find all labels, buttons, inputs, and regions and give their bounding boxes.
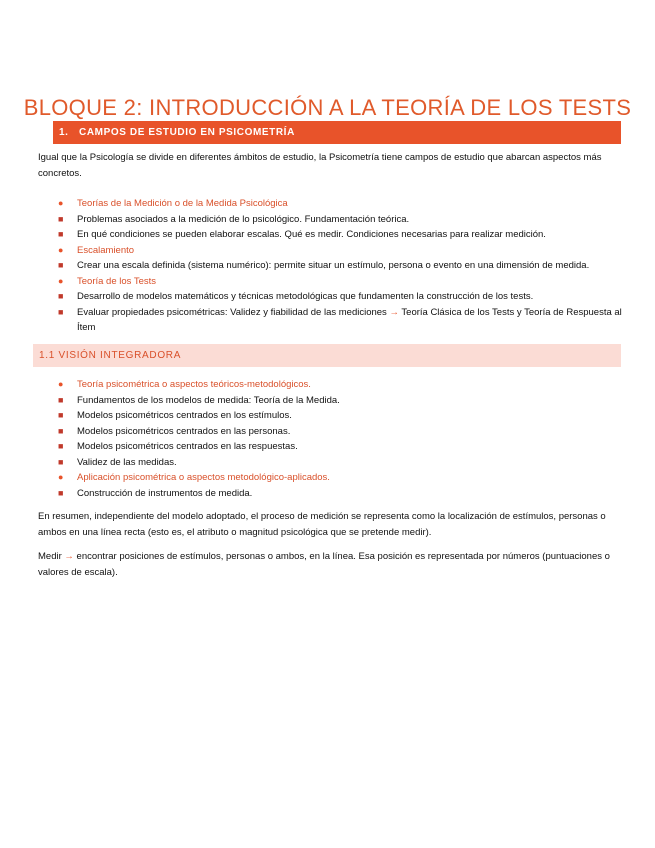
list-item [58, 377, 623, 393]
medir-paragraph [38, 549, 623, 581]
list-item [58, 196, 623, 212]
list-item-text: Fundamentos de los modelos de medida: Teoría de la Medida. [77, 394, 340, 406]
list-item-text: Evaluar propiedades psicométricas: Validez y fiabilidad de las mediciones [77, 306, 387, 318]
list-item [58, 305, 623, 336]
circle-bullet-icon: ● [58, 244, 64, 255]
list-item-text: Teoría de los Tests [77, 275, 157, 287]
section-heading-campos [53, 121, 621, 144]
arrow-right-icon: → [64, 551, 74, 562]
list-item [58, 486, 623, 502]
square-bullet-icon: ■ [58, 394, 64, 405]
list-item-text: Validez de las medidas. [77, 456, 177, 468]
circle-bullet-icon: ● [58, 275, 64, 286]
list-item-text: Aplicación psicométrica o aspectos metodológico-aplicados. [77, 472, 330, 483]
list-item-text: Problemas asociados a la medición de lo psicológico. Fundamentación teórica. [77, 213, 410, 225]
arrow-right-icon: → [389, 306, 399, 318]
list-item [58, 393, 623, 409]
list-item [58, 212, 623, 228]
list-item-text-cont: Teoría Clásica de los Tests y Teoría de Respuesta al Ítem [77, 306, 622, 333]
list-item-text: Teorías de la Medición o de la Medida Psicológica [77, 198, 288, 209]
circle-bullet-icon: ● [58, 379, 64, 389]
list-item [58, 227, 623, 243]
list-item [58, 274, 623, 290]
section-number: 1. [59, 127, 69, 138]
square-bullet-icon: ■ [58, 425, 64, 436]
medir-definition: encontrar posiciones de estímulos, personas o ambos, en la línea. Esa posición es representada por números (puntuaciones o valores de escala). [38, 551, 610, 578]
circle-bullet-icon: ● [58, 472, 64, 482]
intro-paragraph: Igual que la Psicología se divide en diferentes ámbitos de estudio, la Psicometría tiene campos de estudio que abarcan aspectos más concretos. [38, 152, 602, 179]
list-item-text: Desarrollo de modelos matemáticos y técnicas metodológicas que fundamenten la construcción de los tests. [77, 291, 534, 302]
list-item-text: En qué condiciones se pueden elaborar escalas. Qué es medir. Condiciones necesarias para realizar medición. [77, 229, 546, 240]
page-title: BLOQUE 2: INTRODUCCIÓN A LA TEORÍA DE LOS TESTS [23, 94, 632, 120]
summary-paragraph: En resumen, independiente del modelo adoptado, el proceso de medición se representa como la localización de estímulos, personas o ambos en una línea recta (esto es, el atributo o magnitud psicológica que se pretende medir). [38, 511, 606, 538]
section-heading-vision-integradora: 1.1 VISIÓN INTEGRADORA [33, 344, 621, 367]
list-item [58, 439, 623, 455]
list-item [58, 424, 623, 440]
list-item [58, 243, 623, 259]
square-bullet-icon: ■ [58, 487, 64, 498]
list-item [58, 258, 623, 274]
list-item-text: Crear una escala definida (sistema numérico): permite situar un estímulo, persona o evento en una dimensión de medida. [77, 260, 590, 271]
square-bullet-icon: ■ [58, 229, 64, 239]
list-item-text: Modelos psicométricos centrados en las personas. [77, 425, 291, 437]
list-item [58, 455, 623, 471]
list-item-text: Escalamiento [77, 244, 135, 256]
square-bullet-icon: ■ [58, 213, 64, 224]
list-item [58, 470, 623, 486]
integrative-view-list [58, 377, 623, 501]
list-item [58, 289, 623, 305]
square-bullet-icon: ■ [58, 291, 64, 301]
list-item-text: Construcción de instrumentos de medida. [77, 487, 253, 499]
medir-word: Medir [38, 551, 62, 562]
square-bullet-icon: ■ [58, 260, 64, 270]
list-item [58, 408, 623, 424]
circle-bullet-icon: ● [58, 198, 64, 208]
square-bullet-icon: ■ [58, 306, 64, 317]
fields-list [58, 196, 623, 336]
list-item-text: Teoría psicométrica o aspectos teóricos-metodológicos. [77, 379, 311, 390]
square-bullet-icon: ■ [58, 441, 64, 451]
section-heading-label: CAMPOS DE ESTUDIO EN PSICOMETRÍA [79, 127, 295, 138]
square-bullet-icon: ■ [58, 456, 64, 467]
square-bullet-icon: ■ [58, 410, 64, 420]
list-item-text: Modelos psicométricos centrados en las respuestas. [77, 441, 298, 452]
list-item-text: Modelos psicométricos centrados en los estímulos. [77, 410, 292, 421]
